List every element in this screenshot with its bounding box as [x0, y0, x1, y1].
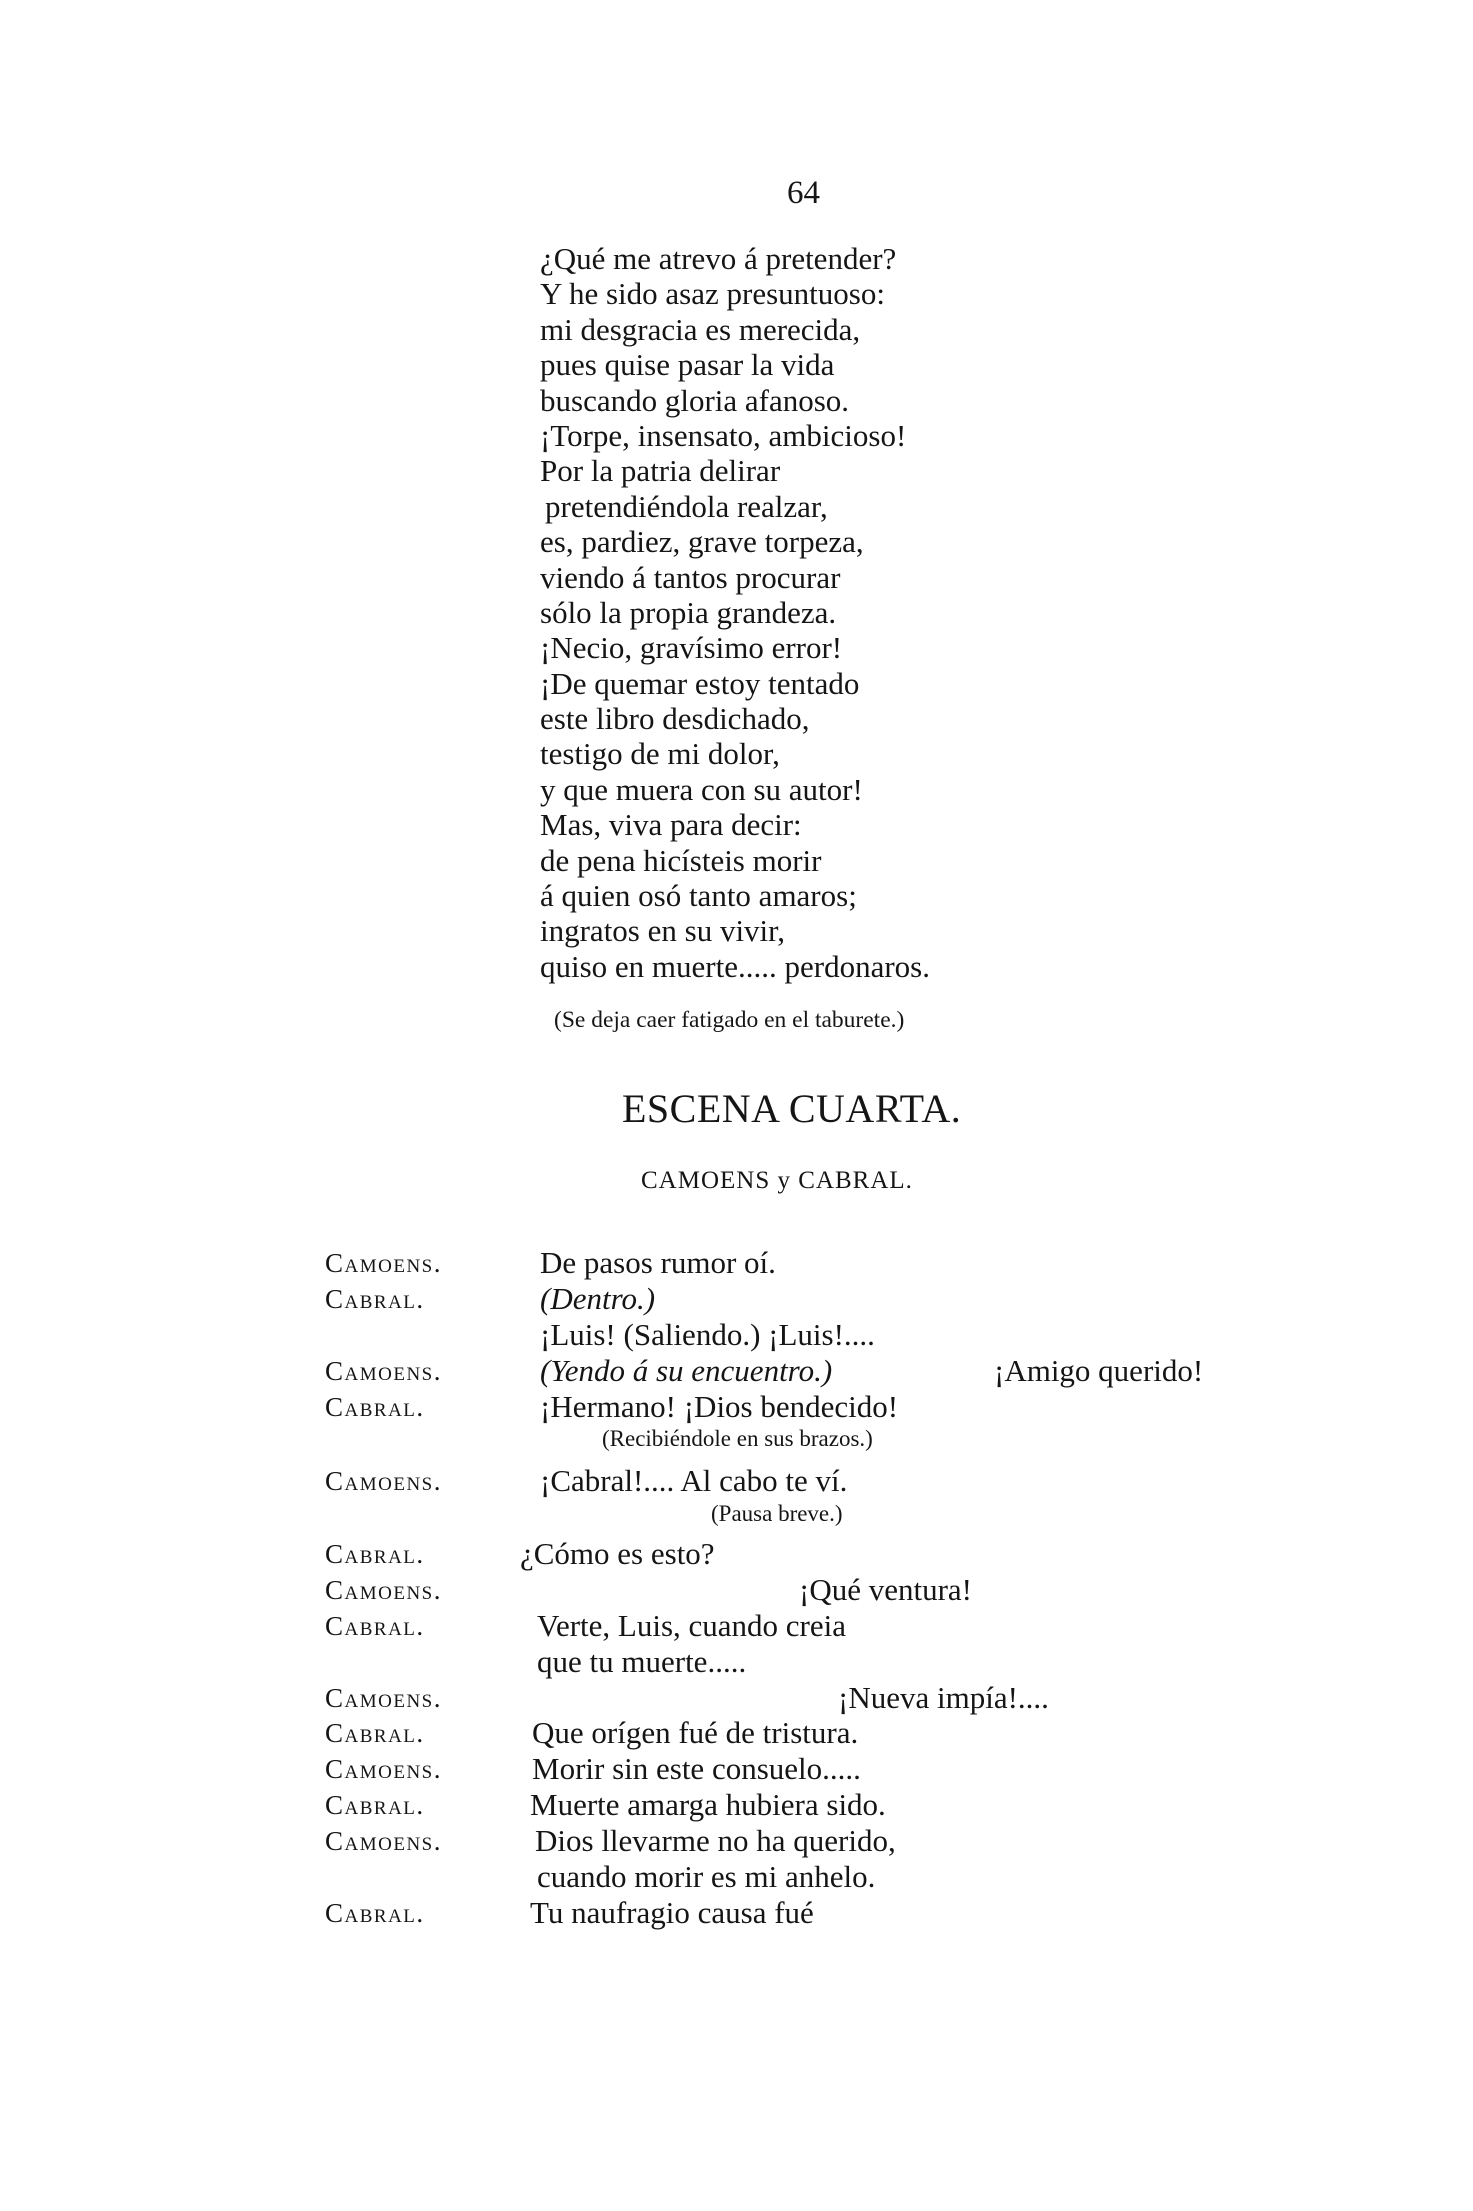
speaker-name: Cabral. — [325, 1539, 425, 1569]
speaker-name: Camoens. — [325, 1683, 442, 1713]
speaker-name: Cabral. — [325, 1790, 425, 1820]
speaker-name: Cabral. — [325, 1284, 425, 1314]
dialogue-text: ¡Hermano! ¡Dios bendecido! — [540, 1389, 899, 1424]
verse-line: pues quise pasar la vida — [540, 347, 835, 383]
dialogue-text: (Dentro.) — [540, 1281, 656, 1316]
dialogue-text: (Yendo á su encuentro.) — [540, 1353, 833, 1388]
verse-line: á quien osó tanto amaros; — [540, 878, 857, 914]
verse-line: mi desgracia es merecida, — [540, 311, 861, 347]
verse-line: testigo de mi dolor, — [540, 736, 780, 772]
dialogue-text: De pasos rumor oí. — [540, 1245, 776, 1280]
dialogue-text: ¡Nueva impía!.... — [838, 1680, 1049, 1715]
verse-line: este libro desdichado, — [540, 701, 810, 737]
dialogue-text: Verte, Luis, cuando creia — [537, 1608, 847, 1643]
verse-line: Y he sido asaz presuntuoso: — [540, 276, 885, 312]
scene-title: ESCENA CUARTA. — [622, 1086, 962, 1131]
verse-line: quiso en muerte..... perdonaros. — [540, 948, 930, 984]
page-number: 64 — [787, 175, 820, 211]
dialogue-text: ¿Cómo es esto? — [520, 1536, 715, 1571]
dialogue-text: Dios llevarme no ha querido, — [535, 1823, 896, 1858]
verse-line: sólo la propia grandeza. — [540, 594, 837, 630]
dialogue-text: Muerte amarga hubiera sido. — [530, 1787, 886, 1822]
verse-line: ¡Torpe, insensato, ambicioso! — [540, 417, 907, 453]
stage-direction: (Recibiéndole en sus brazos.) — [602, 1426, 873, 1451]
speaker-name: Camoens. — [325, 1575, 442, 1605]
verse-line: de pena hicísteis morir — [540, 842, 822, 878]
dialogue-text: ¡Luis! (Saliendo.) ¡Luis!.... — [540, 1317, 875, 1352]
speaker-name: Camoens. — [325, 1248, 442, 1278]
speaker-name: Cabral. — [325, 1898, 425, 1928]
dialogue-text: que tu muerte..... — [537, 1644, 747, 1679]
verse-line: ingratos en su vivir, — [540, 913, 786, 949]
verse-line: ¡Necio, gravísimo error! — [540, 630, 843, 666]
speaker-name: Cabral. — [325, 1611, 425, 1641]
verse-line: pretendiéndola realzar, — [545, 488, 828, 524]
verse-line: es, pardiez, grave torpeza, — [540, 524, 864, 560]
characters-line: CAMOENS y CABRAL. — [641, 1167, 913, 1194]
verse-line: ¿Qué me atrevo á pretender? — [540, 241, 897, 276]
stage-direction: (Se deja caer fatigado en el taburete.) — [554, 1007, 905, 1033]
dialogue-text: Tu naufragio causa fué — [530, 1895, 814, 1930]
verse-line: viendo á tantos procurar — [540, 559, 841, 595]
verse-line: buscando gloria afanoso. — [540, 382, 850, 418]
dialogue-text: ¡Qué ventura! — [799, 1572, 972, 1607]
dialogue-text: cuando morir es mi anhelo. — [537, 1859, 876, 1894]
speaker-name: Cabral. — [325, 1392, 425, 1422]
verse-line: Por la patria delirar — [540, 453, 781, 489]
stage-direction: (Pausa breve.) — [711, 1501, 843, 1526]
speaker-name: Camoens. — [325, 1466, 442, 1496]
verse-line: y que muera con su autor! — [540, 771, 863, 807]
dialogue-text: Morir sin este consuelo..... — [532, 1751, 861, 1786]
speaker-name: Cabral. — [325, 1718, 425, 1748]
verse-line: Mas, viva para decir: — [540, 807, 802, 843]
dialogue-text: ¡Cabral!.... Al cabo te ví. — [540, 1463, 848, 1498]
verse-line: ¡De quemar estoy tentado — [540, 665, 860, 701]
dialogue-text: ¡Amigo querido! — [994, 1353, 1204, 1388]
speaker-name: Camoens. — [325, 1826, 442, 1856]
dialogue-text: Que orígen fué de tristura. — [532, 1715, 859, 1750]
speaker-name: Camoens. — [325, 1356, 442, 1386]
speaker-name: Camoens. — [325, 1754, 442, 1784]
